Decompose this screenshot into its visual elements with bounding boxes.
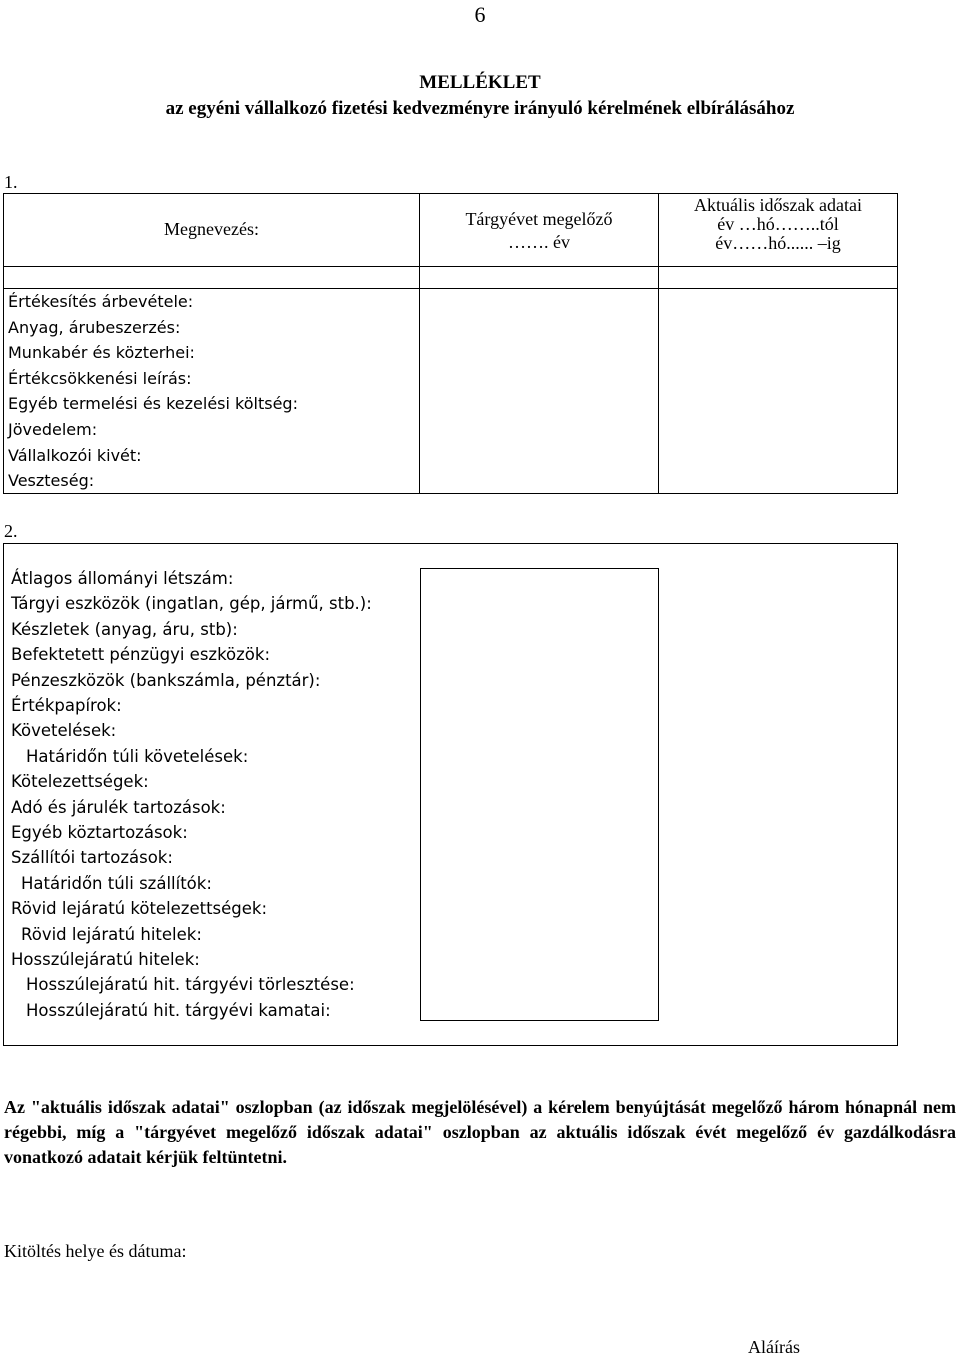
table-2-row-label: Átlagos állományi létszám: [11,569,234,588]
table-1-row-label: Veszteség: [8,471,95,491]
table-2-row-label: Rövid lejáratú hitelek: [21,924,202,944]
table-2-row-label: Határidőn túli követelések: [26,746,249,766]
table-2-row-label: Követelések: [11,721,117,741]
table-2-row-label: Rövid lejáratú kötelezettségek: [11,899,268,919]
table-1-row-label: Munkabér és közterhei: [8,343,195,363]
instruction-note: Az "aktuális időszak adatai" oszlopban (az időszak megjelölésével) a kérelem benyújtását megelőző három hónapnál nem régebbi, míg a "tárgyévet megelőző időszak adatai" oszlopban az aktuális időszak évét megelőző év gazdálkodásra vonatkozó adatait kérjük feltüntetni. [4,1097,956,1167]
table-2-row-label: Kötelezettségek: [11,772,149,792]
table-1-row-label: Egyéb termelési és kezelési költség: [8,394,298,414]
page-number: 6 [474,2,486,27]
section-2-number: 2. [4,521,18,541]
table-2-row-label: Hosszúlejáratú hit. tárgyévi törlesztése: [26,975,355,995]
table-2-row-label: Adó és járulék tartozások: [11,797,226,817]
table-1-row-label: Jövedelem: [8,420,98,439]
table-2-row-label: Hosszúlejáratú hit. tárgyévi kamatai: [26,1000,331,1020]
table-2-row-label: Határidőn túli szállítók: [21,873,212,893]
document-title: MELLÉKLET [419,72,541,93]
document-subtitle: az egyéni vállalkozó fizetési kedvezményre irányuló kérelmének elbírálásához [165,98,795,119]
table-2-row-label: Hosszúlejáratú hitelek: [11,950,200,969]
column-header-prev-year: Tárgyévet megelőző ……. év [465,209,613,252]
table-1-row-label: Vállalkozói kivét: [8,445,142,465]
table-2-row-label: Szállítói tartozások: [11,848,173,868]
table-1-row-label: Anyag, árubeszerzés: [8,317,181,337]
table-1-row-label: Értékesítés árbevétele: [8,292,194,311]
section-1-number: 1. [4,172,18,192]
table-2-row-label: Pénzeszközök (bankszámla, pénztár): [11,670,321,690]
table-2-row-label: Tárgyi eszközök (ingatlan, gép, jármű, stb.): [11,594,372,614]
table-2-row-label: Készletek (anyag, áru, stb): [11,619,238,639]
column-header-name: Megnevezés: [164,219,259,239]
table-2-row-label: Értékpapírok: [11,696,122,715]
signature-label: Aláírás [748,1337,800,1357]
table-1-row-label: Értékcsökkenési leírás: [8,368,192,388]
place-and-date-label: Kitöltés helye és dátuma: [4,1241,187,1261]
column-header-current-period: Aktuális időszak adatai év …hó……..tól év……hó...... –ig [694,195,862,253]
table-2-row-label: Befektetett pénzügyi eszközök: [11,645,271,665]
table-2-row-label: Egyéb köztartozások: [11,823,188,842]
